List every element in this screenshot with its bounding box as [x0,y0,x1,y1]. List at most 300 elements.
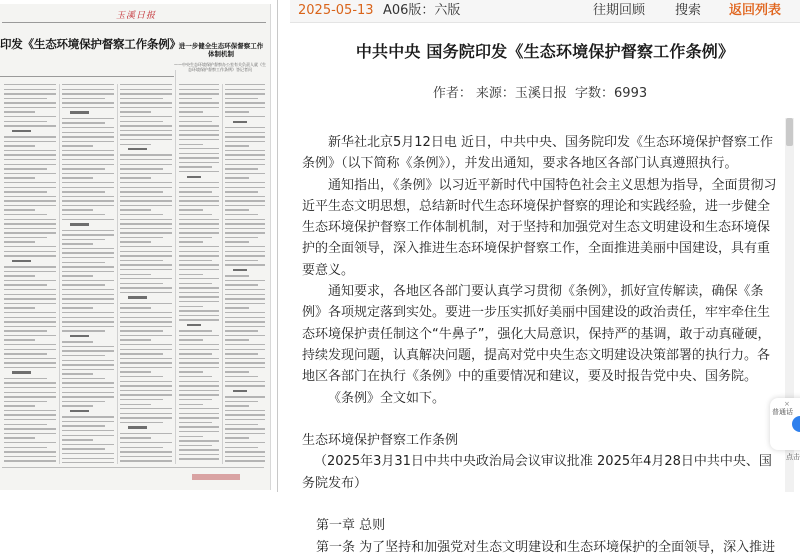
column-text-line [179,440,219,441]
column-text-line [179,171,219,172]
column-text-line [179,449,219,450]
column-text-line [4,200,56,201]
column-text-line [120,154,172,155]
column-text-line [62,364,114,365]
column-text-line [179,417,219,418]
paragraph: 通知要求，各地区各部门要认真学习贯彻《条例》，抓好宣传解读，确保《条例》各项规定落到实处。要进一步压实抓好美丽中国建设的政治责任，牢牢牵住生态环境保护责任制这个“牛鼻子”，强化大局意识，保持严的基调，敢于动真碰硬，持续发现问题，认真解决问题，提高对党中央生态文明建设决策部署的执行力。各地区各部门在执行《条例》中的重要情况和建议，要及时报告党中央、国务院。 [302,284,771,385]
column-text-line [62,396,114,397]
column-text-line [225,437,249,438]
column-section-heading [12,371,31,373]
column-text-line [179,371,203,372]
column-text-line [120,437,151,438]
column-text-line [62,271,114,272]
column-text-line [120,385,172,386]
column-text-line [62,107,114,108]
column-text-line [225,317,265,318]
meta-source: 来源：玉溪日报 [475,86,567,101]
column-text-line [225,168,258,169]
column-text-line [225,209,249,210]
column-text-line [179,408,219,409]
column-text-line [120,317,172,318]
column-text-line [225,326,265,327]
column-text-line [4,382,56,383]
column-text-line [4,154,56,155]
column-text-line [120,107,172,108]
column-text-line [4,145,35,146]
column-text-line [4,187,56,188]
column-text-line [179,260,212,261]
column-text-line [179,349,219,350]
column-text-line [120,292,172,293]
column-text-line [225,173,265,174]
column-text-line [62,280,114,281]
column-text-line [225,251,265,252]
column-text-line [62,307,93,308]
column-text-line [179,422,212,423]
column-text-line [225,414,265,415]
column-text-line [4,121,47,122]
column-text-line [179,376,212,377]
column-text-line [120,353,163,354]
column-text-line [120,447,163,448]
column-text-line [4,349,56,350]
translate-widget-label: 普通话 [772,408,793,416]
column-text-line [4,219,56,220]
search-link[interactable]: 搜索 [675,3,702,18]
column-text-line [225,405,249,406]
column-text-line [62,93,114,94]
column-text-line [4,367,56,368]
column-text-line [62,177,93,178]
column-text-line [179,426,219,427]
column-text-line [4,396,56,397]
column-text-line [4,401,47,402]
column-text-line [4,405,35,406]
newspaper-page-image [0,4,271,490]
column-text-line [120,205,172,206]
column-text-line [179,121,212,122]
column-text-line [4,456,56,457]
column-text-line [120,433,172,434]
column-text-line [62,84,114,85]
column-text-line [120,191,163,192]
column-text-line [4,177,35,178]
column-text-line [62,284,105,285]
column-text-line [4,451,56,452]
column-divider [59,84,60,464]
column-text-line [4,303,56,304]
column-text-line [120,362,172,363]
translate-widget[interactable] [770,398,800,450]
column-text-line [120,330,163,331]
column-divider [222,84,223,464]
column-section-heading [233,269,247,271]
column-text-line [4,93,56,94]
column-text-line [62,341,93,342]
column-text-line [120,349,172,350]
column-text-line [120,168,163,169]
column-text-line [62,330,105,331]
column-text-line [62,462,114,463]
column-text-line [4,284,47,285]
column-text-line [225,246,265,247]
column-text-line [4,358,56,359]
edition-label[interactable]: A06版：六版 [383,3,461,18]
column-text-line [179,200,219,201]
column-text-line [120,264,172,265]
column-text-line [179,162,219,163]
column-text-line [120,394,172,395]
top-bar [290,0,800,23]
column-text-line [120,177,151,178]
column-text-line [62,298,114,299]
column-text-line [4,298,56,299]
column-text-line [62,230,114,231]
column-text-line [62,136,114,137]
column-text-line [225,280,265,281]
column-text-line [225,255,265,256]
column-text-line [62,150,114,151]
column-text-line [62,346,114,347]
headline-rule [0,76,174,77]
column-text-line [4,98,47,99]
column-text-line [225,145,249,146]
column-text-line [179,237,212,238]
column-text-line [62,164,114,165]
column-text-line [179,458,219,459]
column-text-line [225,344,265,345]
column-section-heading [187,176,201,178]
document-approval-note: （2025年3月31日中共中央政治局会议审议批准 2025年4月28日中共中央、国务院发布） [302,454,772,491]
column-text-line [179,306,203,307]
article-clause: 第一条 为了坚持和加强党对生态文明建设和生态环境保护的全面领导，深入推进 [316,539,776,555]
column-text-line [4,232,56,233]
column-text-line [179,111,203,112]
column-text-line [120,232,172,233]
column-text-line [225,260,258,261]
column-text-line [4,330,47,331]
column-text-line [225,376,258,377]
column-text-line [179,93,219,94]
close-icon[interactable]: × [784,400,790,408]
column-text-line [4,116,56,117]
column-text-line [62,382,114,383]
column-text-line [62,294,114,295]
column-text-line [225,358,265,359]
column-text-line [225,339,249,340]
column-text-line [62,392,114,393]
column-text-line [225,367,265,368]
column-text-line [120,303,172,304]
column-text-line [4,241,35,242]
column-text-line [225,284,258,285]
column-text-line [120,321,172,322]
column-text-line [120,451,172,452]
column-section-heading [128,148,147,150]
column-text-line [120,98,163,99]
column-text-line [179,330,212,331]
column-text-line [179,144,203,145]
column-text-line [120,111,151,112]
column-text-line [179,385,219,386]
column-section-heading [233,390,247,392]
column-text-line [225,321,265,322]
column-text-line [120,144,151,145]
column-text-line [179,209,203,210]
column-section-heading [70,111,89,113]
column-text-line [62,448,105,449]
column-text-line [120,209,151,210]
column-text-line [179,315,219,316]
column-text-line [179,139,219,140]
column-text-line [179,130,219,131]
column-text-line [4,307,35,308]
column-text-line [62,425,105,426]
column-text-line [4,246,56,247]
column-text-line [4,437,35,438]
column-text-line [179,89,219,90]
column-text-line [62,214,105,215]
column-text-line [62,350,114,351]
column-text-line [120,413,172,414]
column-text-line [4,344,56,345]
column-text-line [179,116,219,117]
column-text-line [120,367,172,368]
column-text-line [225,442,265,443]
newspaper-column-4 [179,84,219,463]
column-text-line [120,283,163,284]
column-text-line [179,269,219,270]
column-text-line [225,447,258,448]
column-text-line [4,387,56,388]
column-text-line [120,200,172,201]
column-text-line [4,353,47,354]
column-text-line [62,439,93,440]
column-text-line [225,84,265,85]
column-text-line [225,182,265,183]
column-text-line [120,456,172,457]
column-text-line [62,312,114,313]
newspaper-headline[interactable]: 印发《生态环境保护督察工作条例》 [0,37,181,51]
column-text-line [62,168,105,169]
translate-icon[interactable] [792,416,800,432]
column-text-line [120,241,151,242]
column-text-line [4,111,35,112]
column-text-line [120,134,172,135]
paragraph: 通知指出，《条例》以习近平新时代中国特色社会主义思想为指导，全面贯彻习近平生态文明思想，总结新时代生态环境保护督察的理论和实践经验，进一步健全生态环境保护督察工作体制机制，对于坚持和加强党对生态文明建设和生态环境保护的全面领导，深入推进生态环境保护督察工作，全面推进美丽中国建设，具有重要意义。 [302,177,777,278]
column-text-line [4,191,47,192]
column-section-heading [128,426,147,428]
column-text-line [225,219,265,220]
column-text-line [62,122,105,123]
column-text-line [62,378,105,379]
column-text-line [120,223,172,224]
column-text-line [225,191,258,192]
column-text-line [120,130,172,131]
column-text-line [62,387,114,388]
pane-divider[interactable] [277,0,278,492]
document-title: 生态环境保护督察工作条例 [302,433,459,449]
column-divider [175,70,176,464]
column-text-line [62,243,93,244]
column-text-line [179,296,219,297]
column-text-line [4,392,56,393]
column-text-line [179,191,212,192]
column-text-line [225,307,249,308]
newspaper-side-subhead: ——中央生态环境保护督察办公室有关负责人就《生态环境保护督察工作条例》答记者问 [174,62,266,72]
column-text-line [120,214,163,215]
column-text-line [225,187,265,188]
column-text-line [4,442,56,443]
column-text-line [225,289,265,290]
column-text-line [120,246,172,247]
column-text-line [120,182,172,183]
column-text-line [179,182,219,183]
column-text-line [179,381,219,382]
column-text-line [179,431,219,432]
column-text-line [4,447,47,448]
column-text-line [4,280,56,281]
newspaper-column-5 [225,84,265,465]
column-text-line [179,205,219,206]
column-section-heading [12,260,31,262]
column-text-line [225,353,258,354]
scrollbar-thumb[interactable] [786,118,793,146]
column-text-line [4,107,56,108]
column-text-line [62,303,114,304]
column-text-line [62,430,114,431]
column-text-line [120,89,172,90]
column-text-line [4,339,35,340]
column-section-heading [70,410,89,412]
column-text-line [62,355,105,356]
column-text-line [4,312,56,313]
paragraph: 新华社北京5月12日电 近日，中共中央、国务院印发《生态环境保护督察工作条例》（以下简称《条例》），并发出通知，要求各地区各部门认真遵照执行。 [302,135,773,172]
column-text-line [179,134,219,135]
column-text-line [62,89,114,90]
column-text-line [225,294,265,295]
column-section-heading [187,324,201,326]
column-text-line [62,252,114,253]
column-text-line [179,404,203,405]
column-text-line [225,312,265,313]
column-text-line [120,164,172,165]
column-text-line [62,209,93,210]
column-text-line [4,164,56,165]
column-text-line [179,102,219,103]
column-text-line [120,187,172,188]
column-text-line [120,274,151,275]
column-text-line [62,102,114,103]
column-text-line [4,223,56,224]
column-text-line [179,125,219,126]
column-text-line [120,159,172,160]
column-text-line [225,460,265,461]
meta-author: 作者： [432,86,472,101]
column-text-line [179,390,219,391]
column-text-line [62,369,114,370]
column-text-line [120,84,172,85]
column-text-line [179,399,212,400]
column-divider [117,84,118,464]
chapter-heading: 第一章 总则 [316,518,386,534]
column-text-line [120,93,172,94]
column-text-line [4,214,47,215]
column-text-line [225,424,258,425]
translate-widget-footer: 点击 [786,453,800,461]
column-text-line [179,367,219,368]
column-text-line [120,312,172,313]
column-text-line [179,153,219,154]
column-text-line [225,196,265,197]
column-text-line [225,93,265,94]
column-text-line [225,232,265,233]
column-text-line [4,182,56,183]
column-text-line [62,275,93,276]
newspaper-side-headline[interactable]: 进一步健全生态环保督察工作体制机制 [178,42,264,58]
column-text-line [62,182,114,183]
column-text-line [62,173,114,174]
column-text-line [225,214,258,215]
column-text-line [120,139,172,140]
column-text-line [62,234,114,235]
issue-date: 2025-05-13 [298,3,374,18]
column-text-line [179,454,219,455]
column-text-line [62,159,114,160]
column-text-line [225,159,265,160]
column-text-line [120,196,172,197]
column-text-line [62,435,114,436]
column-text-line [62,200,114,201]
column-text-line [179,362,219,363]
meta-wordcount: 字数：6993 [575,86,648,101]
column-text-line [120,278,172,279]
newspaper-column-3 [120,84,172,465]
column-section-heading [70,223,89,225]
column-section-heading [12,130,31,132]
column-text-line [4,289,56,290]
column-text-line [225,98,258,99]
article-pane [290,0,800,555]
column-text-line [179,107,219,108]
column-text-line [4,275,35,276]
column-text-line [4,159,56,160]
column-text-line [4,266,56,267]
column-text-line [225,150,265,151]
column-text-line [4,209,35,210]
column-text-line [120,269,172,270]
past-issues-link[interactable]: 往期回顾 [593,3,646,18]
newspaper-page-panel[interactable] [0,0,272,492]
column-text-line [179,214,212,215]
column-text-line [120,287,172,288]
column-text-line [4,255,56,256]
column-text-line [225,136,265,137]
back-to-list-link[interactable]: 返回列表 [729,3,782,18]
column-text-line [120,376,163,377]
column-text-line [225,349,265,350]
column-text-line [225,385,265,386]
column-text-line [62,405,93,406]
newspaper-column-1 [4,84,56,465]
column-section-heading [233,121,247,123]
column-text-line [62,453,114,454]
column-text-line [120,358,172,359]
column-text-line [179,98,212,99]
column-text-line [4,102,56,103]
column-text-line [225,410,265,411]
column-text-line [120,219,172,220]
